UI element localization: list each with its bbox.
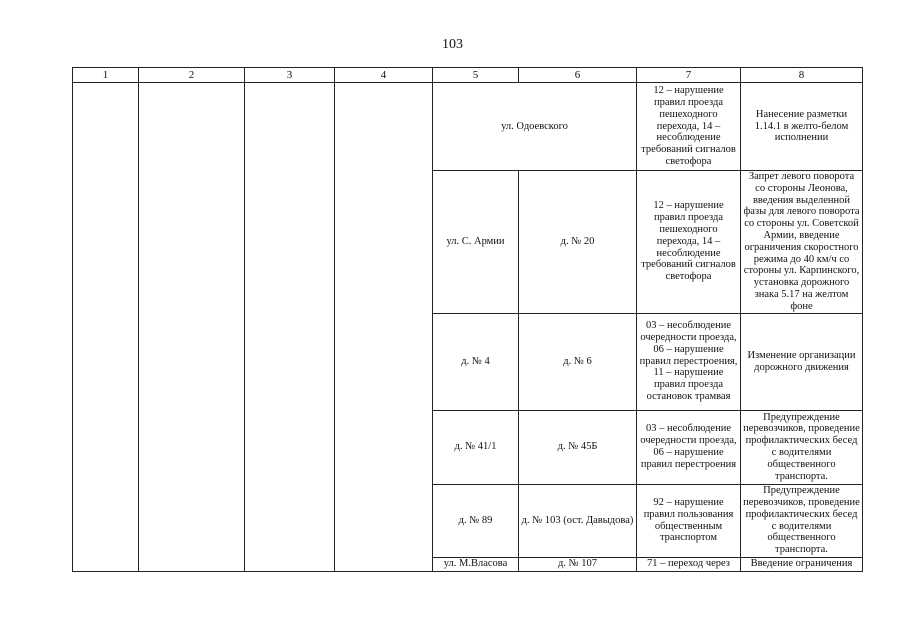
measure-cell: Предупреждение перевозчиков, проведение профилактических бесед с водителями общественного транспорта. xyxy=(741,484,863,557)
location-to-cell: д. № 107 xyxy=(519,557,637,571)
measure-cell: Введение ограничения xyxy=(741,557,863,571)
empty-cell xyxy=(139,83,245,572)
measure-cell: Запрет левого поворота со стороны Леонова, введения выделенной фазы для левого поворота со стороны ул. Советской Армии, введение ограничения скоростного режима до 40 км/ч со стороны ул. Карпинского, установка дорожного знака 5.17 на желтом фоне xyxy=(741,171,863,314)
violation-cell: 92 – нарушение правил пользования общественным транспортом xyxy=(637,484,741,557)
violation-cell: 71 – переход через xyxy=(637,557,741,571)
location-from-cell: д. № 4 xyxy=(433,313,519,410)
violation-cell: 03 – несоблюдение очередности проезда, 06 – нарушение правил перестроения, 11 – нарушение правил проезда остановок трамвая xyxy=(637,313,741,410)
column-header: 8 xyxy=(741,68,863,83)
header-row xyxy=(73,68,863,83)
location-from-cell: ул. М.Власова xyxy=(433,557,519,571)
location-to-cell: д. № 103 (ост. Давыдова) xyxy=(519,484,637,557)
column-header: 6 xyxy=(519,68,637,83)
column-header: 7 xyxy=(637,68,741,83)
location-to-cell: д. № 45Б xyxy=(519,410,637,484)
location-to-cell: д. № 20 xyxy=(519,171,637,314)
empty-cell xyxy=(335,83,433,572)
table-row xyxy=(73,83,863,171)
violation-cell: 12 – нарушение правил проезда пешеходного перехода, 14 – несоблюдение требований сигналов светофора xyxy=(637,171,741,314)
page-number: 103 xyxy=(442,37,463,52)
measure-cell: Предупреждение перевозчиков, проведение профилактических бесед с водителями общественного транспорта. xyxy=(741,410,863,484)
column-header: 4 xyxy=(335,68,433,83)
column-header: 5 xyxy=(433,68,519,83)
violation-cell: 03 – несоблюдение очередности проезда, 06 – нарушение правил перестроения xyxy=(637,410,741,484)
column-header: 3 xyxy=(245,68,335,83)
location-to-cell: д. № 6 xyxy=(519,313,637,410)
street-cell: ул. Одоевского xyxy=(433,83,637,171)
location-from-cell: ул. С. Армии xyxy=(433,171,519,314)
data-table xyxy=(72,67,863,572)
location-from-cell: д. № 41/1 xyxy=(433,410,519,484)
column-header: 1 xyxy=(73,68,139,83)
empty-cell xyxy=(245,83,335,572)
location-from-cell: д. № 89 xyxy=(433,484,519,557)
empty-cell xyxy=(73,83,139,572)
measure-cell: Нанесение разметки 1.14.1 в желто-белом исполнении xyxy=(741,83,863,171)
column-header: 2 xyxy=(139,68,245,83)
violation-cell: 12 – нарушение правил проезда пешеходного перехода, 14 – несоблюдение требований сигналов светофора xyxy=(637,83,741,171)
measure-cell: Изменение организации дорожного движения xyxy=(741,313,863,410)
